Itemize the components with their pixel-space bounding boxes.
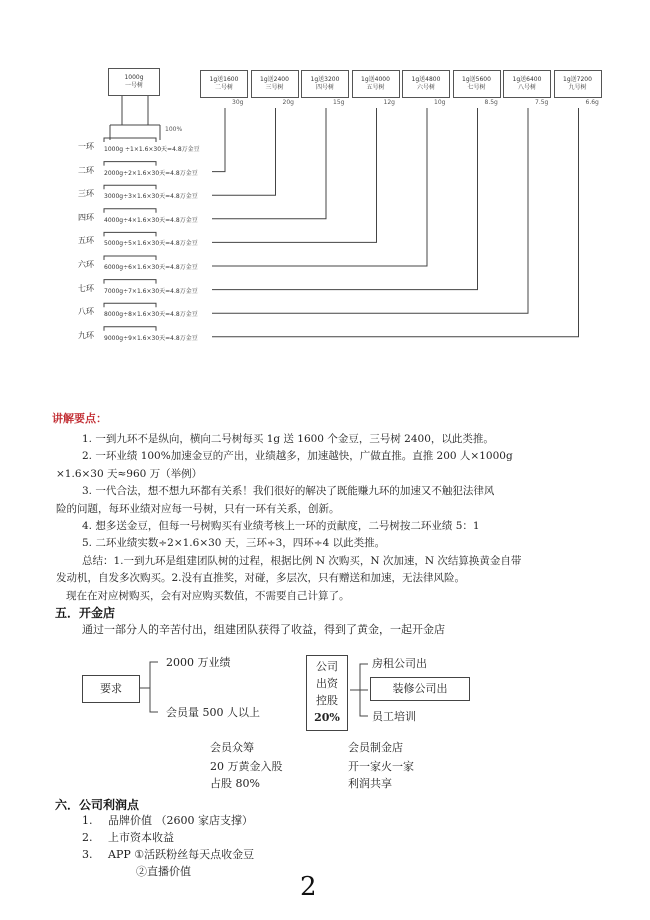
tree-box-name: 九号树 — [568, 84, 587, 91]
tree-box-name: 二号树 — [214, 84, 233, 91]
profit-item-number: 1. — [82, 814, 93, 827]
tree-box-name: 七号树 — [467, 84, 486, 91]
req-item-members: 会员量 500 人以上 — [166, 706, 260, 719]
section6-heading: 六．公司利润点 — [55, 798, 140, 812]
tree-weight-label: 12g — [383, 99, 395, 106]
member-raise-3: 占股 80% — [210, 777, 260, 790]
ring-formula: 3000g÷3×1.6×30天=4.8万金豆 — [104, 193, 198, 201]
root-box-top: 1000g — [124, 74, 144, 81]
tree-box-ratio: 1g送6400 — [512, 76, 542, 83]
ring-formula: 9000g÷9×1.6×30天=4.8万金豆 — [104, 334, 198, 342]
note-line: 4. 想多送金豆，但每一号树购买有业绩考核上一环的贡献度，二号树按二环业绩 5：1 — [82, 520, 480, 532]
company-box-line: 出资 — [316, 677, 338, 690]
section5-heading: 五．开金店 — [55, 606, 116, 620]
ring-formula: 7000g÷7×1.6×30天=4.8万金豆 — [104, 287, 198, 295]
root-box-bottom: 一号树 — [124, 82, 143, 89]
company-box-line: 公司 — [316, 660, 338, 673]
tree-weight-label: 10g — [434, 99, 446, 106]
req-item-performance: 2000 万业绩 — [166, 656, 231, 669]
ring-formula: 4000g÷4×1.6×30天=4.8万金豆 — [104, 216, 198, 224]
ring-label: 五环 — [78, 236, 94, 246]
profit-item-text: 上市资本收益 — [108, 831, 174, 844]
profit-item-text: 品牌价值 （2600 家店支撑） — [108, 814, 253, 827]
tree-box-ratio: 1g送2400 — [260, 76, 289, 83]
tree-box-ratio: 1g送4800 — [411, 76, 441, 83]
tree-box-ratio: 1g送7200 — [563, 76, 592, 83]
ring-label: 八环 — [78, 307, 94, 317]
note-line: 险的问题，每环业绩对应每一号树，只有一环有关系，创新。 — [56, 502, 340, 515]
member-raise-2: 20 万黄金入股 — [210, 760, 283, 773]
ring-formula: 6000g÷6×1.6×30天=4.8万金豆 — [104, 264, 198, 271]
company-investment-box — [306, 655, 348, 731]
company-item-rent: 房租公司出 — [372, 657, 427, 670]
ring-formula: 5000g÷5×1.6×30天=4.8万金豆 — [104, 240, 198, 248]
ring-formula: 2000g÷2×1.6×30天=4.8万金豆 — [104, 169, 198, 177]
member-store-1: 会员制金店 — [348, 741, 403, 754]
ring-formula: 1000g ÷1×1.6×30天=4.8万金豆 — [104, 146, 200, 153]
tree-box-name: 八号树 — [517, 84, 536, 91]
tree-weight-label: 20g — [282, 99, 294, 106]
profit-item-number: 3. — [82, 848, 93, 861]
member-store-3: 利润共享 — [348, 777, 392, 790]
tree-box-ratio: 1g送1600 — [209, 76, 239, 83]
ring-label: 六环 — [78, 260, 94, 269]
company-item-training: 员工培训 — [372, 710, 416, 723]
tree-box-ratio: 1g送3200 — [310, 76, 340, 83]
note-line: 现在在对应树购买，会有对应购买数值，不需要自己计算了。 — [66, 589, 350, 602]
tree-box-name: 五号树 — [366, 84, 385, 91]
tree-weight-label: 7.5g — [535, 99, 549, 106]
requirement-box: 要求 — [82, 675, 140, 703]
ring-label: 一环 — [78, 142, 94, 151]
ring-label: 九环 — [78, 330, 94, 340]
section5-intro: 通过一部分人的辛苦付出，组建团队获得了收益，得到了黄金，一起开金店 — [82, 623, 445, 636]
tree-weight-label: 30g — [232, 99, 244, 106]
tree-box-name: 三号树 — [265, 84, 284, 91]
tree-weight-label: 8.5g — [484, 99, 498, 106]
tree-box-ratio: 1g送4000 — [361, 76, 390, 83]
company-box-share: 20% — [314, 711, 340, 724]
tree-box-name: 四号树 — [315, 84, 334, 91]
ring-label: 四环 — [78, 212, 94, 222]
note-line: ×1.6×30 天≈960 万（举例） — [56, 467, 203, 480]
note-line: 总结：1.一到九环是组建团队树的过程，根据比例 N 次购买，N 次加速，N 次结算换黄金自带 — [82, 554, 522, 567]
note-line: 5. 二环业绩实数÷2×1.6×30 天，三环÷3，四环÷4 以此类推。 — [82, 537, 386, 550]
ring-formula: 8000g÷8×1.6×30天=4.8万金豆 — [104, 311, 198, 319]
ring-label: 二环 — [78, 165, 94, 175]
tree-weight-label: 15g — [333, 99, 345, 106]
notes-heading: 讲解要点： — [52, 412, 107, 425]
company-item-decoration: 装修公司出 — [370, 677, 470, 701]
page-number: 2 — [300, 872, 317, 902]
ring-label: 三环 — [78, 189, 94, 199]
tree-weight-label: 6.6g — [585, 99, 599, 106]
ring-label: 七环 — [78, 283, 94, 293]
profit-item-text: APP ①活跃粉丝每天点收金豆 — [108, 848, 255, 861]
note-line: 1. 一到九环不是纵向，横向二号树每买 1g 送 1600 个金豆，三号树 2400，以此类推。 — [82, 433, 494, 445]
member-raise-1: 会员众筹 — [210, 741, 254, 754]
tree-box-ratio: 1g送5600 — [462, 76, 491, 83]
tree-box-name: 六号树 — [416, 84, 435, 91]
company-box-line: 控股 — [316, 694, 338, 707]
note-line: 发动机，自发多次购买。2.没有直推奖，对碰，多层次，只有赠送和加速，无法律风险。 — [56, 572, 466, 585]
note-line: 2. 一环业绩 100%加速金豆的产出，业绩越多，加速越快，广做直推。直推 200 人×1000g — [82, 450, 513, 463]
note-line: 3. 一代合法，想不想九环都有关系！我们很好的解决了既能赚九环的加速又不触犯法律风 — [82, 485, 495, 498]
member-store-2: 开一家火一家 — [348, 760, 414, 773]
percent-label: 100% — [165, 126, 183, 133]
profit-item-number: 2. — [82, 831, 93, 844]
profit-item-text: ②直播价值 — [136, 865, 191, 878]
